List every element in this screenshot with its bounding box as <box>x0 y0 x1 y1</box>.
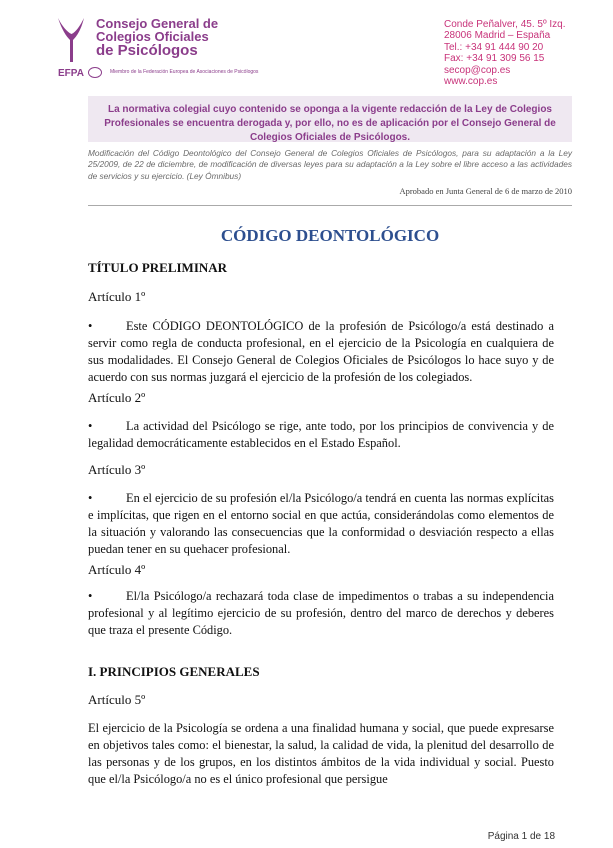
bullet: • <box>88 589 93 603</box>
approval-date: Aprobado en Junta General de 6 de marzo de 2010 <box>399 186 572 196</box>
article-4-text: • El/la Psicólogo/a rechazará toda clase de impedimentos o trabas a su independencia profesional y al legítimo ejercicio de su profesión, dentro del marco de derechos y deberes que traza el presente Código. <box>88 589 554 637</box>
contact-email[interactable]: secop@cop.es <box>444 64 511 76</box>
bullet: • <box>88 419 93 433</box>
derogation-banner: La normativa colegial cuyo contenido se oponga a la vigente redacción de la Ley de Colegios Profesionales se encuentra derogada y, por ello, no es de aplicación por el Consejo General de Colegios Oficiales de Psicólogos. <box>88 96 572 142</box>
article-1-text: • Este CÓDIGO DEONTOLÓGICO de la profesión de Psicólogo/a está destinado a servir como regla de conducta profesional, en el ejercicio de la Psicología en cualquiera de sus modalidades. El Consejo General de Colegios Oficiales de Psicólogos lo hace suyo y de acuerdo con sus normas juzgará el ejercicio de la profesión de los colegiados. <box>88 319 554 384</box>
section-principios-generales: I. PRINCIPIOS GENERALES <box>88 664 260 679</box>
bullet: • <box>88 319 93 333</box>
header-divider <box>88 205 572 206</box>
contact-address: Conde Peñalver, 45. 5º Izq. <box>444 19 566 30</box>
contact-city: 28006 Madrid – España <box>444 30 551 42</box>
section-titulo-preliminar: TÍTULO PRELIMINAR <box>88 260 228 275</box>
bullet: • <box>88 491 93 505</box>
contact-website[interactable]: www.cop.es <box>444 76 498 88</box>
article-2-heading: Artículo 2º <box>88 390 146 405</box>
document-title: CÓDIGO DEONTOLÓGICO <box>220 226 440 245</box>
efpa-membership-text: Miembro de la Federación Europea de Asociaciones de Psicólogos <box>110 69 259 75</box>
org-name: Consejo General de Colegios Oficiales de Psicólogos <box>96 16 219 59</box>
cop-logo <box>56 16 86 64</box>
efpa-globe-icon <box>88 67 102 78</box>
page-number: Página 1 de 18 <box>487 831 555 842</box>
contact-phone: Tel.: +34 91 444 90 20 <box>444 41 544 53</box>
article-1-heading: Artículo 1º <box>88 289 146 304</box>
article-5-heading: Artículo 5º <box>88 692 146 707</box>
article-4-heading: Artículo 4º <box>88 562 146 577</box>
contact-fax: Fax: +34 91 309 56 15 <box>444 53 545 65</box>
modification-note: Modificación del Código Deontológico del Consejo General de Colegios Oficiales de Psicólogos, para su adaptación a la Ley 25/2009, de 22 de diciembre, de modificación de diversas leyes para su adaptación a la Ley sobre el libre acceso a las actividades de servicios y su ejercicio. (Ley Ómnibus) <box>88 148 572 181</box>
article-3-text: • En el ejercicio de su profesión el/la Psicólogo/a tendrá en cuenta las normas explícitas e implícitas, que rigen en el entorno social en que actúa, considerándolas como elementos de la situación y valorando las consecuencias que la conformidad o desviación respecto a ellas puedan tener en su quehacer profesional. <box>88 491 554 556</box>
article-3-heading: Artículo 3º <box>88 462 146 477</box>
article-2-text: • La actividad del Psicólogo se rige, ante todo, por los principios de convivencia y de legalidad democráticamente establecidos en el Estado Español. <box>88 419 554 450</box>
article-5-text: El ejercicio de la Psicología se ordena a una finalidad humana y social, que puede expresarse en objetivos tales como: el bienestar, la salud, la calidad de vida, la plenitud del desarrollo de las personas y de los grupos, en los distintos ámbitos de la vida individual y social. Puesto que el/la Psicólogo/a no es el único profesional que persigue <box>88 721 554 786</box>
efpa-label: EFPA <box>58 68 84 79</box>
contact-block <box>444 19 566 87</box>
